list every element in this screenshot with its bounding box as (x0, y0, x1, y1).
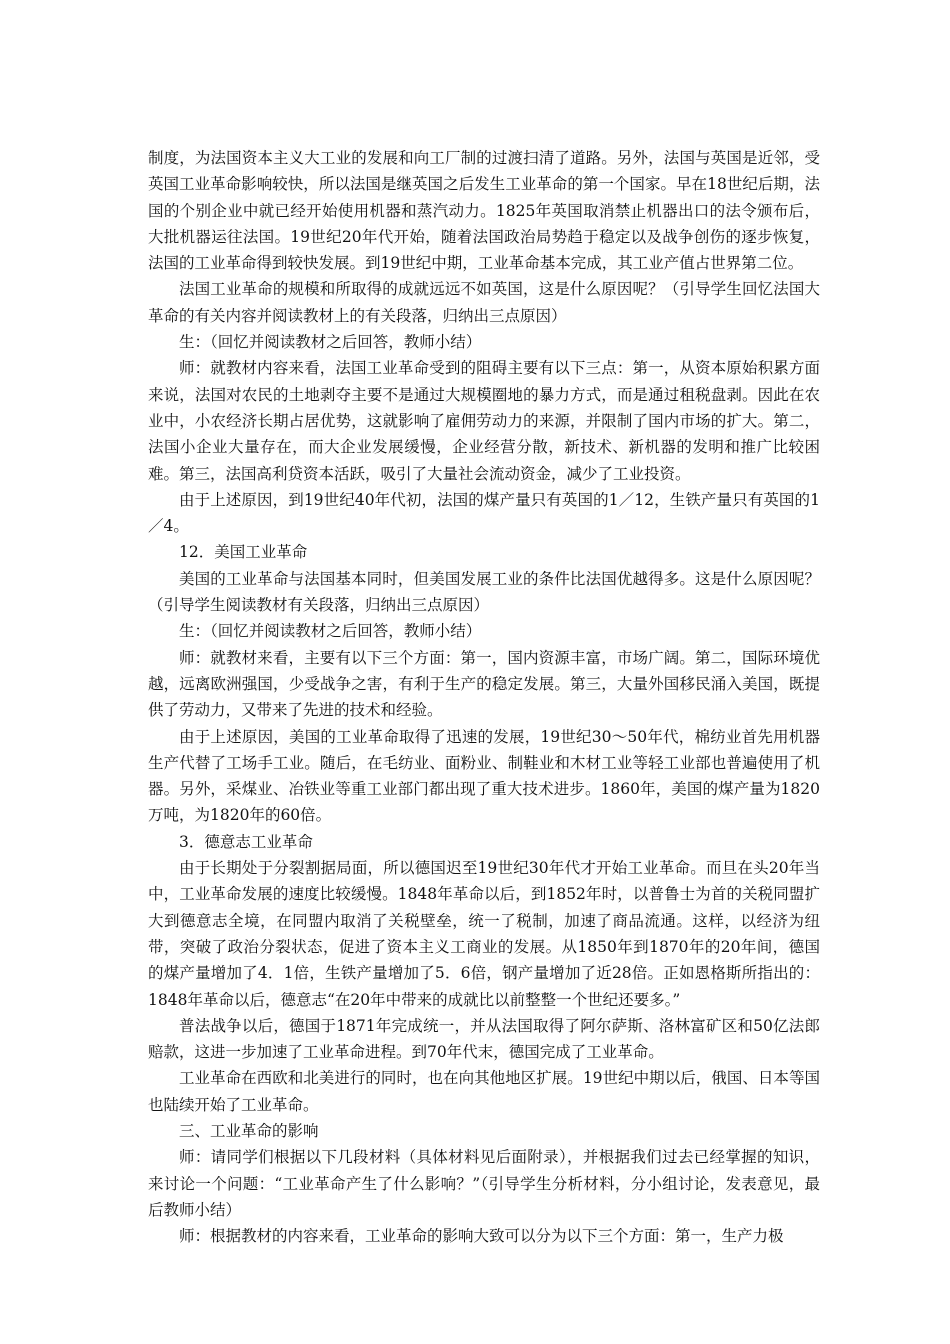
paragraph-2: 法国工业革命的规模和所取得的成就远远不如英国，这是什么原因呢？（引导学生回忆法国大革命的有关内容并阅读教材上的有关段落，归纳出三点原因） (148, 280, 820, 325)
paragraph-1: 制度，为法国资本主义大工业的发展和向工厂制的过渡扫清了道路。另外，法国与英国是近邻，受英国工业革命影响较快，所以法国是继英国之后发生工业革命的第一个国家。早在18世纪后期，法国的个别企业中就已经开始使用机器和蒸汽动力。1825年英国取消禁止机器出口的法令颁布后，大批机器运往法国。19世纪20年代开始，随着法国政治局势趋于稳定以及战争创伤的逐步恢复，法国的工业革命得到较快发展。到19世纪中期，工业革命基本完成，其工业产值占世界第二位。 (148, 149, 820, 273)
paragraph-14: 工业革命在西欧和北美进行的同时，也在向其他地区扩展。19世纪中期以后，俄国、日本等国也陆续开始了工业革命。 (148, 1069, 820, 1114)
paragraph-16: 师：请同学们根据以下几段材料（具体材料见后面附录），并根据我们过去已经掌握的知识，来讨论一个问题：“工业革命产生了什么影响？”（引导学生分析材料，分小组讨论，发表意见，最后教师小结） (148, 1148, 820, 1219)
paragraph-4: 师：就教材内容来看，法国工业革命受到的阻碍主要有以下三点：第一，从资本原始积累方面来说，法国对农民的土地剥夺主要不是通过大规模圈地的暴力方式，而是通过租税盘剥。因此在农业中，小农经济长期占居优势，这就影响了雇佣劳动力的来源，并限制了国内市场的扩大。第二，法国小企业大量存在，而大企业发展缓慢，企业经营分散，新技术、新机器的发明和推广比较困难。第三，法国高利贷资本活跃，吸引了大量社会流动资金，减少了工业投资。 (148, 359, 820, 483)
section-heading-us: 12．美国工业革命 (179, 543, 308, 562)
section-heading-impact: 三、工业革命的影响 (179, 1121, 319, 1140)
paragraph-12: 由于长期处于分裂割据局面，所以德国迟至19世纪30年代才开始工业革命。而旦在头20年当中，工业革命发展的速度比较缓慢。1848年革命以后，到1852年时，以普鲁士为首的关税同盟扩大到德意志全境，在同盟内取消了关税壁垒，统一了税制，加速了商品流通。这样，以经济为纽带，突破了政治分裂状态，促进了资本主义工商业的发展。从1850年到1870年的20年间，德国的煤产量增加了4．1倍，生铁产量增加了5．6倍，钢产量增加了近28倍。正如恩格斯所指出的：1848年革命以后，德意志“在20年中带来的成就比以前整整一个世纪还要多。” (148, 859, 820, 1009)
paragraph-5: 由于上述原因，到19世纪40年代初，法国的煤产量只有英国的1／12，生铁产量只有英国的1／4。 (148, 490, 820, 536)
paragraph-9: 师：就教材来看，主要有以下三个方面：第一，国内资源丰富，市场广阔。第二，国际环境优越，远离欧洲强国，少受战争之害，有利于生产的稳定发展。第三，大量外国移民涌入美国，既提供了劳动力，又带来了先进的技术和经验。 (148, 648, 820, 720)
document-body (148, 145, 820, 1249)
paragraph-13: 普法战争以后，德国于1871年完成统一，并从法国取得了阿尔萨斯、洛林富矿区和50亿法郎赔款，这进一步加速了工业革命进程。到70年代末，德国完成了工业革命。 (148, 1016, 820, 1062)
paragraph-17: 师：根据教材的内容来看，工业革命的影响大致可以分为以下三个方面：第一，生产力极 (179, 1227, 784, 1246)
paragraph-3: 生：（回忆并阅读教材之后回答，教师小结） (179, 333, 482, 352)
paragraph-8: 生：（回忆并阅读教材之后回答，教师小结） (179, 622, 482, 641)
section-heading-germany: 3．德意志工业革命 (179, 832, 313, 851)
paragraph-10: 由于上述原因，美国的工业革命取得了迅速的发展，19世纪30～50年代，棉纺业首先用机器生产代替了工场手工业。随后，在毛纺业、面粉业、制鞋业和木材工业等轻工业部也普遍使用了机器。另外，采煤业、冶铁业等重工业部门都出现了重大技术进步。1860年，美国的煤产量为1820万吨，为1820年的60倍。 (148, 727, 820, 825)
paragraph-7: 美国的工业革命与法国基本同时，但美国发展工业的条件比法国优越得多。这是什么原因呢？（引导学生阅读教材有关段落，归纳出三点原因） (148, 569, 820, 615)
